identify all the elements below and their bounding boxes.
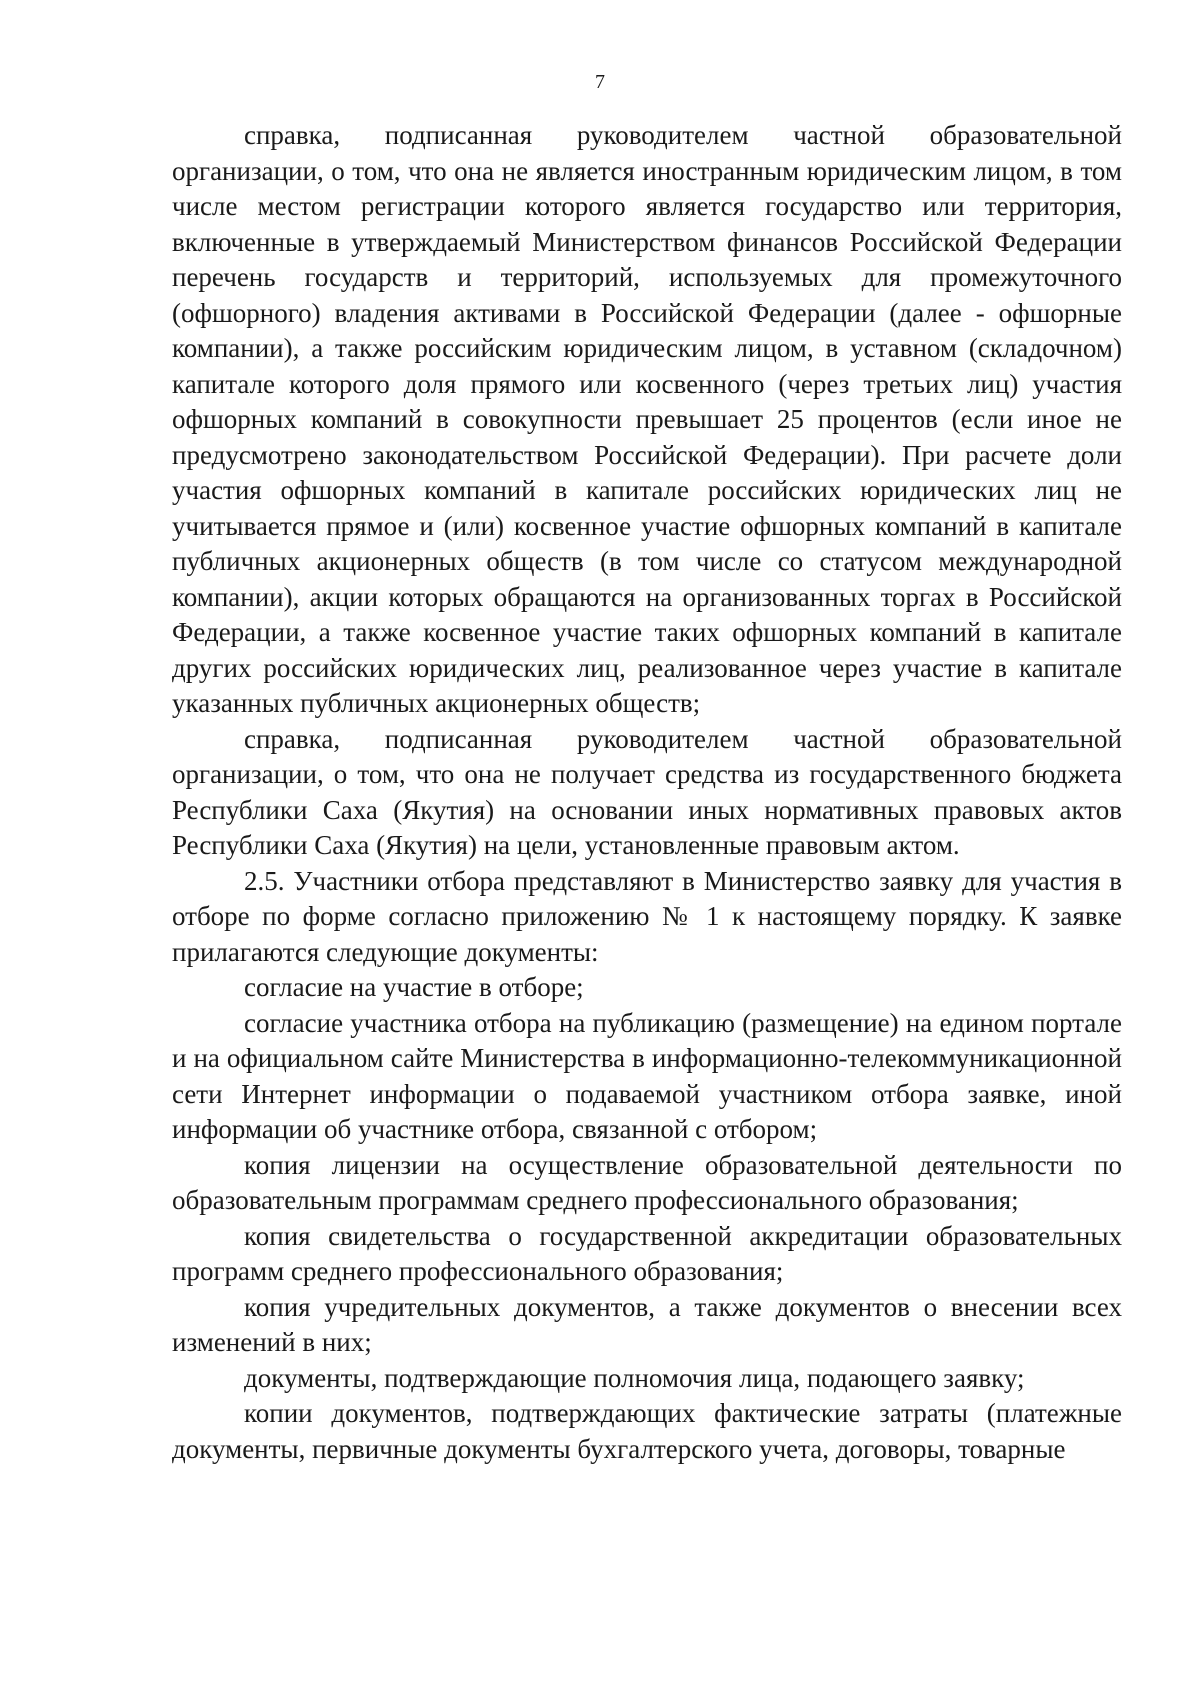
list-item-founding-documents: копия учредительных документов, а также документов о внесении всех изменений в них; — [172, 1291, 1122, 1357]
list-item-expense-documents: копии документов, подтверждающих фактические затраты (платежные документы, первичные документы бухгалтерского учета, договоры, товарные — [172, 1398, 1122, 1464]
list-item-authority-documents: документы, подтверждающие полномочия лица, подающего заявку; — [244, 1362, 1025, 1393]
paragraph-offshore-certificate: справка, подписанная руководителем частной образовательной организации, о том, что она не является иностранным юридическим лицом, в том числе местом регистрации которого является государство или территория, включенные в утверждаемый Министерством финансов Российской Федерации перечень государств и территорий, используемых для промежуточного (офшорного) владения активами в Российской Федерации (далее - офшорные компании), а также российским юридическим лицом, в уставном (складочном) капитале которого доля прямого или косвенного (через третьих лиц) участия офшорных компаний в совокупности превышает 25 процентов (если иное не предусмотрено законодательством Российской Федерации). При расчете доли участия офшорных компаний в капитале российских юридических лиц не учитывается прямое и (или) косвенное участие офшорных компаний в капитале публичных акционерных обществ (в том числе со статусом международной компании), акции которых обращаются на организованных торгах в Российской Федерации, а также косвенное участие таких офшорных компаний в капитале других российских юридических лиц, реализованное через участие в капитале указанных публичных акционерных обществ; — [172, 120, 1122, 718]
paragraph-section-2-5: 2.5. Участники отбора представляют в Министерство заявку для участия в отборе по форме согласно приложению № 1 к настоящему порядку. К заявке прилагаются следующие документы: — [172, 865, 1122, 967]
list-item-consent-participation: согласие на участие в отборе; — [244, 972, 584, 1002]
document-body — [172, 118, 1122, 1467]
page-number: 7 — [595, 71, 605, 93]
paragraph-budget-certificate: справка, подписанная руководителем частной образовательной организации, о том, что она не получает средства из государственного бюджета Республики Саха (Якутия) на основании иных нормативных правовых актов Республики Саха (Якутия) на цели, установленные правовым актом. — [172, 723, 1122, 860]
list-item-consent-publication: согласие участника отбора на публикацию (размещение) на едином портале и на официальном сайте Министерства в информационно-телекоммуникационной сети Интернет информации о подаваемой участником отбора заявке, иной информации об участнике отбора, связанной с отбором; — [172, 1007, 1122, 1144]
list-item-license-copy: копия лицензии на осуществление образовательной деятельности по образовательным программам среднего профессионального образования; — [172, 1149, 1122, 1215]
list-item-accreditation-copy: копия свидетельства о государственной аккредитации образовательных программ среднего профессионального образования; — [172, 1220, 1122, 1286]
